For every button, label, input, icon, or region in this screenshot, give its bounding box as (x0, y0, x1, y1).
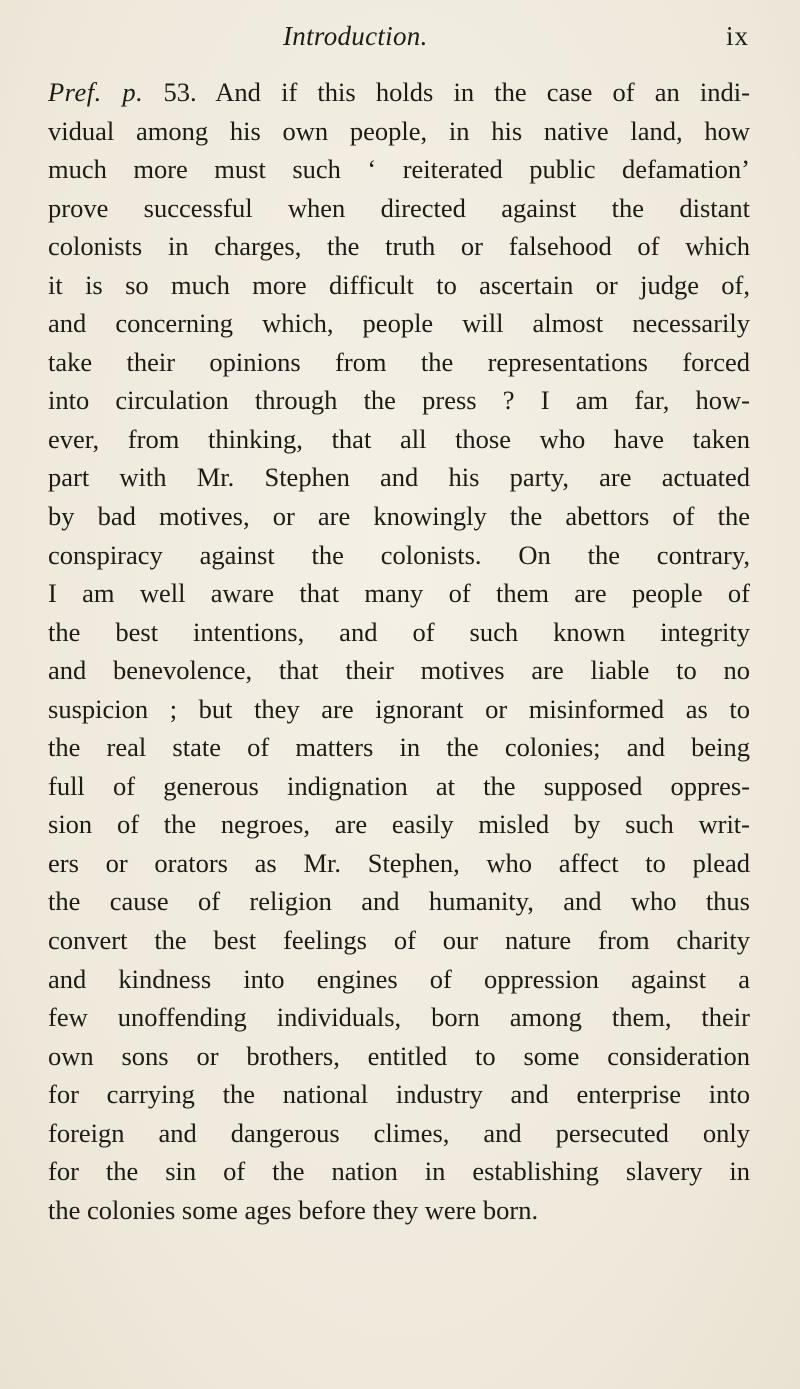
text-line: ers or orators as Mr. Stephen, who affect to plead (48, 847, 750, 878)
text-line: for the sin of the nation in establishing slavery in (48, 1156, 750, 1187)
text-line (48, 73, 750, 112)
text-line: much more must such ‘ reiterated public defamation’ (48, 154, 750, 185)
text-line-content: 53. And if this holds in the case of an indi- (143, 77, 750, 107)
text-line: own sons or brothers, entitled to some consideration (48, 1040, 750, 1071)
text-line: I am well aware that many of them are people of (48, 578, 750, 609)
paragraph (48, 73, 750, 1229)
text-line: the real state of matters in the colonies; and being (48, 732, 750, 763)
text-line: into circulation through the press ? I am far, how- (48, 385, 750, 416)
text-line: ever, from thinking, that all those who have taken (48, 423, 750, 454)
text-line: conspiracy against the colonists. On the contrary, (48, 539, 750, 570)
preface-reference: Pref. p. (48, 77, 144, 107)
text-line: suspicion ; but they are ignorant or misinformed as to (48, 693, 750, 724)
text-line: the best intentions, and of such known integrity (48, 616, 750, 647)
text-line: and benevolence, that their motives are liable to no (48, 655, 750, 686)
text-line: vidual among his own people, in his native land, how (48, 115, 750, 146)
text-line: take their opinions from the representations forced (48, 346, 750, 377)
text-line: by bad motives, or are knowingly the abettors of the (48, 501, 750, 532)
text-line: part with Mr. Stephen and his party, are actuated (48, 462, 750, 493)
text-line: the cause of religion and humanity, and who thus (48, 886, 750, 917)
text-line: few unoffending individuals, born among them, their (48, 1002, 750, 1033)
text-line: foreign and dangerous climes, and persecuted only (48, 1117, 750, 1148)
text-line: full of generous indignation at the supposed oppres- (48, 770, 750, 801)
text-line: for carrying the national industry and enterprise into (48, 1079, 750, 1110)
text-line: prove successful when directed against the distant (48, 192, 750, 223)
text-line: sion of the negroes, are easily misled by such writ- (48, 809, 750, 840)
running-head (0, 16, 800, 56)
text-line: and kindness into engines of oppression against a (48, 963, 750, 994)
text-line: and concerning which, people will almost necessarily (48, 308, 750, 339)
text-line: it is so much more difficult to ascertain or judge of, (48, 269, 750, 300)
text-line: convert the best feelings of our nature from charity (48, 925, 750, 956)
text-line: the colonies some ages before they were born. (48, 1194, 539, 1225)
running-title: Introduction. (283, 21, 428, 51)
text-line: colonists in charges, the truth or falsehood of which (48, 231, 750, 262)
page-number: ix (726, 21, 750, 51)
